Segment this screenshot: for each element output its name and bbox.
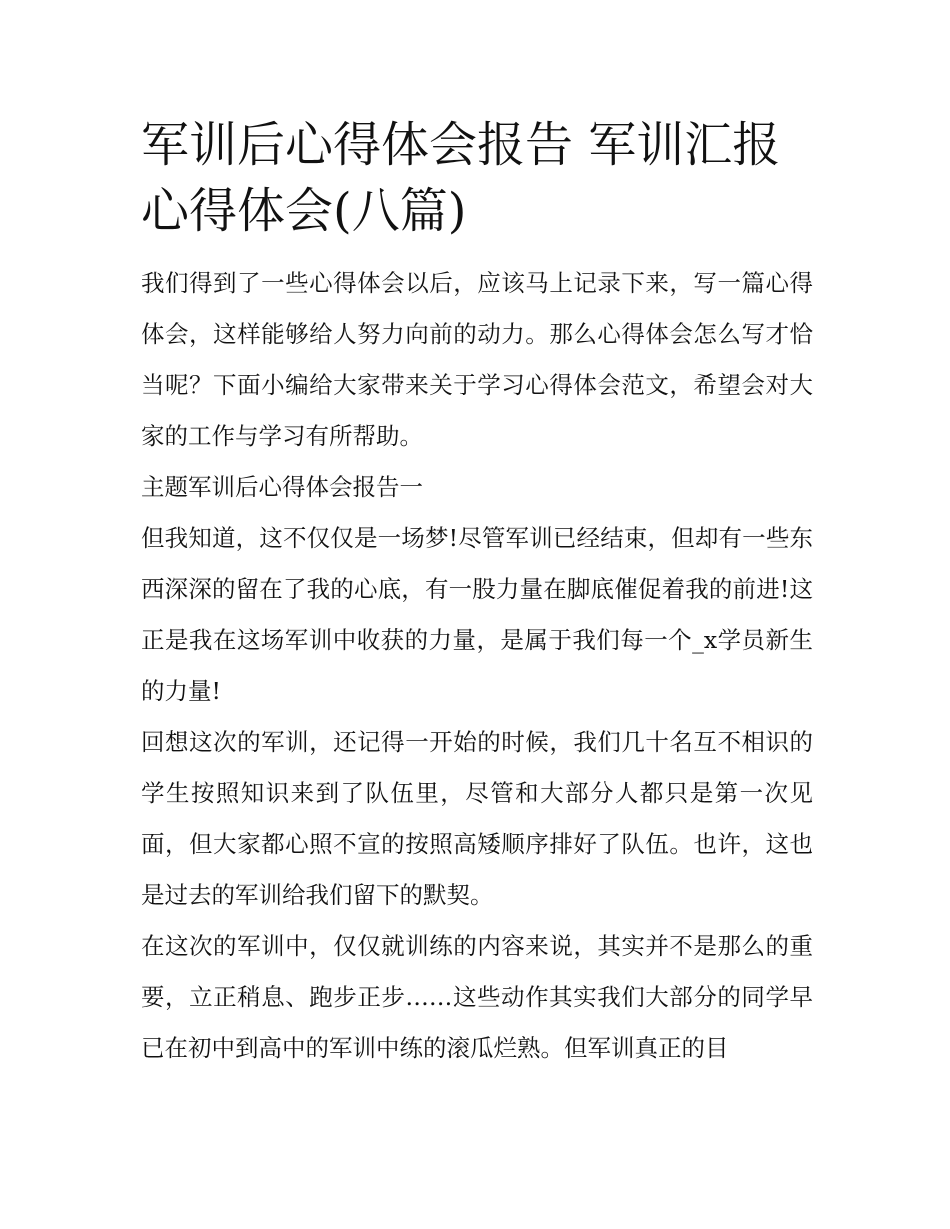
body-paragraph: 但我知道，这不仅仅是一场梦!尽管军训已经结束，但却有一些东西深深的留在了我的心底，有一股力量在脚底催促着我的前进!这正是我在这场军训中收获的力量，是属于我们每一个_x学员新生的力量! [141,524,813,705]
intro-paragraph: 我们得到了一些心得体会以后，应该马上记录下来，写一篇心得体会，这样能够给人努力向前的动力。那么心得体会怎么写才恰当呢？下面小编给大家带来关于学习心得体会范文，希望会对大家的工作与学习有所帮助。 [141,269,813,450]
document-body [141,112,813,1074]
body-paragraph: 回想这次的军训，还记得一开始的时候，我们几十名互不相识的学生按照知识来到了队伍里，尽管和大部分人都只是第一次见面，但大家都心照不宣的按照高矮顺序排好了队伍。也许，这也是过去的军训给我们留下的默契。 [141,728,813,909]
section-heading: 主题军训后心得体会报告一 [141,473,423,501]
body-paragraph: 在这次的军训中，仅仅就训练的内容来说，其实并不是那么的重要，立正稍息、跑步正步……这些动作其实我们大部分的同学早已在初中到高中的军训中练的滚瓜烂熟。但军训真正的目 [141,932,813,1062]
document-title: 军训后心得体会报告 军训汇报心得体会(八篇) [141,117,781,239]
